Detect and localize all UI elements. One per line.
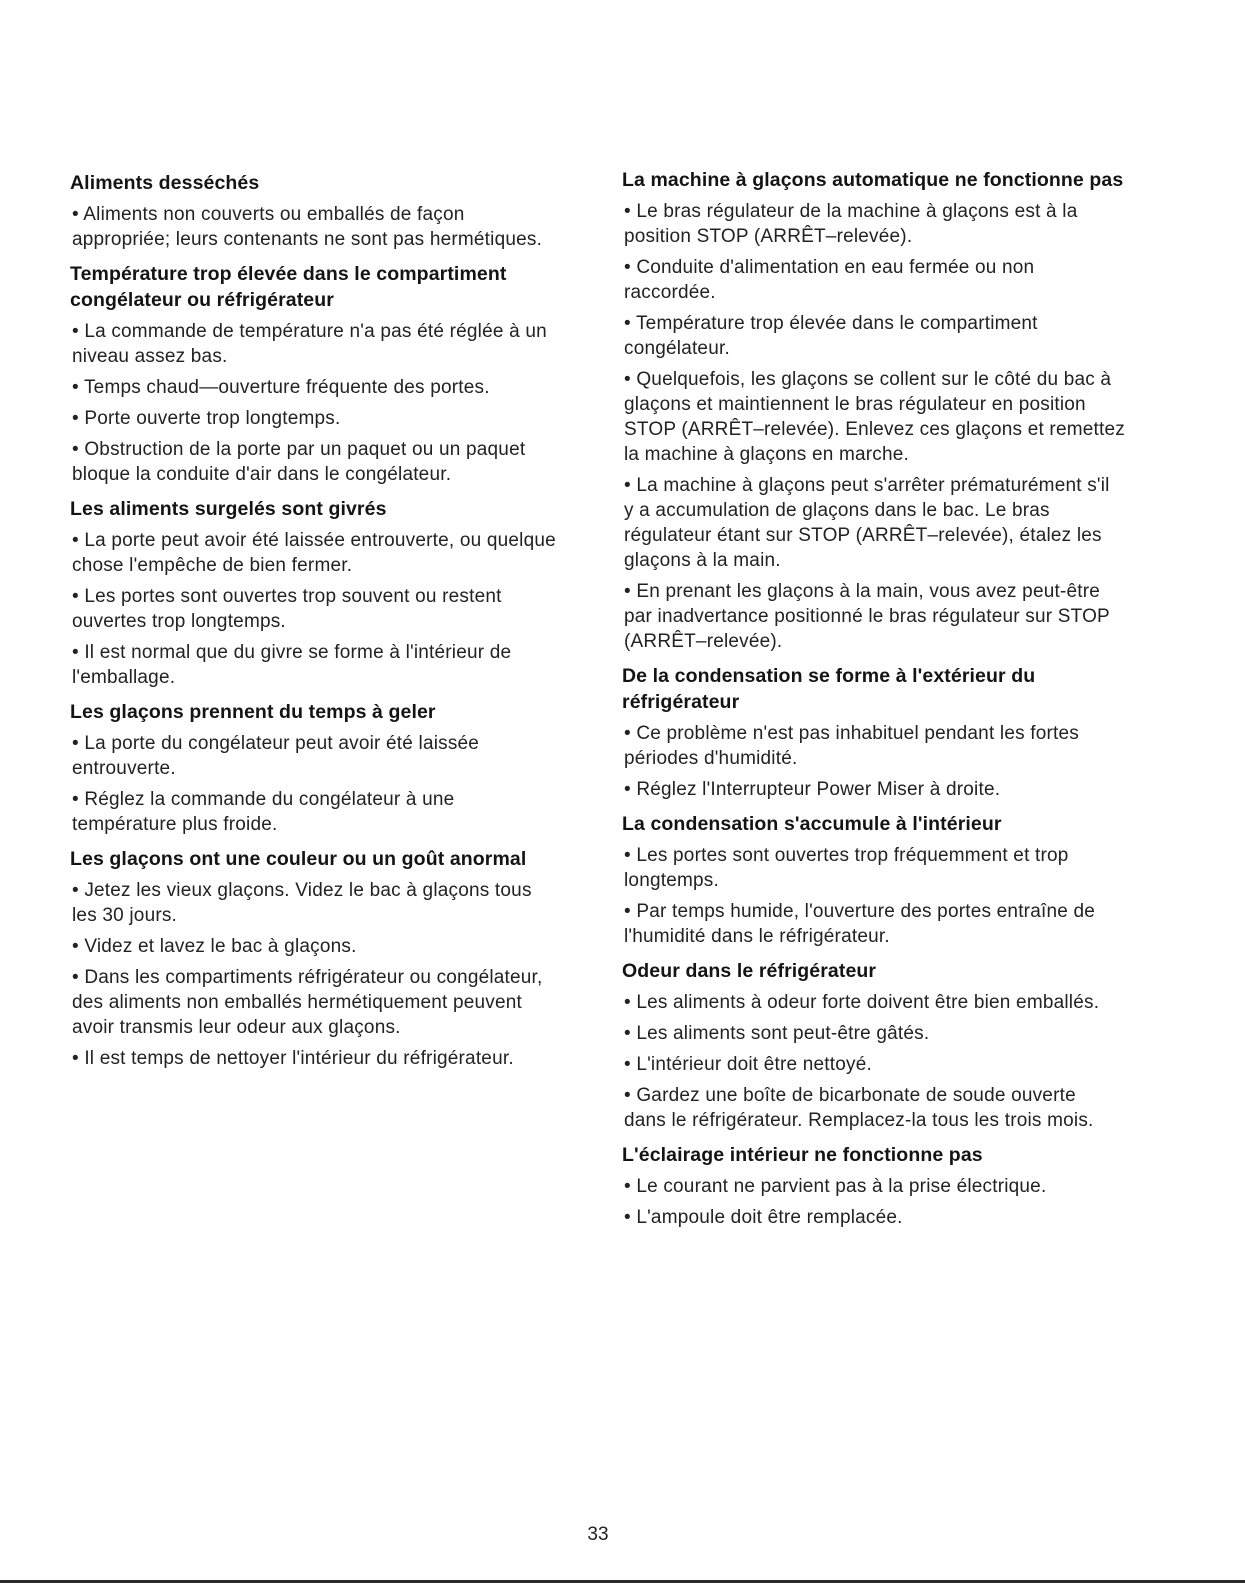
troubleshooting-section bbox=[70, 496, 615, 690]
troubleshooting-item: • Temps chaud—ouverture fréquente des portes. bbox=[72, 377, 490, 398]
troubleshooting-item: • Dans les compartiments réfrigérateur ou congélateur, des aliments non emballés hermétiquement peuvent avoir transmis leur odeur aux glaçons. bbox=[72, 967, 543, 1038]
troubleshooting-item: • Porte ouverte trop longtemps. bbox=[72, 408, 341, 429]
troubleshooting-item: • Température trop élevée dans le compartiment congélateur. bbox=[624, 313, 1038, 359]
troubleshooting-item: • Par temps humide, l'ouverture des portes entraîne de l'humidité dans le réfrigérateur. bbox=[624, 901, 1095, 947]
problem-heading: Les glaçons ont une couleur ou un goût anormal bbox=[70, 848, 527, 870]
troubleshooting-item: • Les portes sont ouvertes trop souvent ou restent ouvertes trop longtemps. bbox=[72, 586, 502, 632]
problem-heading: La condensation s'accumule à l'intérieur bbox=[622, 813, 1002, 835]
troubleshooting-section bbox=[622, 167, 1222, 654]
problem-heading: De la condensation se forme à l'extérieur du réfrigérateur bbox=[622, 665, 1036, 713]
troubleshooting-item: • Gardez une boîte de bicarbonate de soude ouverte dans le réfrigérateur. Remplacez-la tous les trois mois. bbox=[624, 1085, 1094, 1131]
problem-heading: Les glaçons prennent du temps à geler bbox=[70, 701, 436, 723]
troubleshooting-item: • L'intérieur doit être nettoyé. bbox=[624, 1054, 872, 1075]
problem-heading: Aliments desséchés bbox=[70, 172, 260, 194]
troubleshooting-item: • La machine à glaçons peut s'arrêter prématurément s'il y a accumulation de glaçons dans le bac. Le bras régulateur étant sur STOP (ARRÊT–relevée), étalez les glaçons à la main. bbox=[624, 475, 1110, 571]
troubleshooting-item: • Quelquefois, les glaçons se collent sur le côté du bac à glaçons et maintiennent le bras régulateur en position STOP (ARRÊT–relevée). Enlevez ces glaçons et remettez la machine à glaçons en marche. bbox=[624, 369, 1125, 465]
troubleshooting-item: • Aliments non couverts ou emballés de façon appropriée; leurs contenants ne sont pas hermétiques. bbox=[72, 204, 543, 250]
troubleshooting-item: • En prenant les glaçons à la main, vous avez peut-être par inadvertance positionné le bras régulateur sur STOP (ARRÊT–relevée). bbox=[624, 581, 1110, 652]
troubleshooting-section bbox=[622, 958, 1222, 1133]
troubleshooting-item: • Les aliments à odeur forte doivent être bien emballés. bbox=[624, 992, 1100, 1013]
troubleshooting-item: • La porte du congélateur peut avoir été laissée entrouverte. bbox=[72, 733, 480, 779]
troubleshooting-section bbox=[622, 1142, 1222, 1230]
troubleshooting-item: • Il est temps de nettoyer l'intérieur du réfrigérateur. bbox=[72, 1048, 514, 1069]
problem-heading: L'éclairage intérieur ne fonctionne pas bbox=[622, 1144, 983, 1166]
page-number: 33 bbox=[587, 1524, 609, 1545]
troubleshooting-section bbox=[70, 261, 615, 487]
scan-edge-line bbox=[0, 1580, 1245, 1583]
troubleshooting-section bbox=[70, 846, 615, 1071]
problem-heading: Température trop élevée dans le compartiment congélateur ou réfrigérateur bbox=[70, 263, 507, 311]
troubleshooting-item: • Les portes sont ouvertes trop fréquemment et trop longtemps. bbox=[624, 845, 1069, 891]
troubleshooting-item: • Jetez les vieux glaçons. Videz le bac à glaçons tous les 30 jours. bbox=[72, 880, 532, 926]
troubleshooting-item: • La commande de température n'a pas été réglée à un niveau assez bas. bbox=[72, 321, 547, 367]
troubleshooting-item: • Réglez l'Interrupteur Power Miser à droite. bbox=[624, 779, 1001, 800]
troubleshooting-item: • Le courant ne parvient pas à la prise électrique. bbox=[624, 1176, 1047, 1197]
troubleshooting-item: • Ce problème n'est pas inhabituel pendant les fortes périodes d'humidité. bbox=[624, 723, 1079, 769]
troubleshooting-item: • Les aliments sont peut-être gâtés. bbox=[624, 1023, 930, 1044]
troubleshooting-section bbox=[70, 170, 615, 252]
troubleshooting-item: • Videz et lavez le bac à glaçons. bbox=[72, 936, 357, 957]
troubleshooting-section bbox=[622, 663, 1222, 802]
troubleshooting-item: • L'ampoule doit être remplacée. bbox=[624, 1207, 903, 1228]
troubleshooting-item: • Il est normal que du givre se forme à l'intérieur de l'emballage. bbox=[72, 642, 512, 688]
right-column bbox=[622, 167, 1222, 1236]
problem-heading: La machine à glaçons automatique ne fonctionne pas bbox=[622, 169, 1124, 191]
left-column bbox=[70, 170, 615, 1077]
troubleshooting-item: • Conduite d'alimentation en eau fermée ou non raccordée. bbox=[624, 257, 1035, 303]
troubleshooting-item: • Réglez la commande du congélateur à une température plus froide. bbox=[72, 789, 455, 835]
troubleshooting-item: • Obstruction de la porte par un paquet ou un paquet bloque la conduite d'air dans le congélateur. bbox=[72, 439, 526, 485]
problem-heading: Les aliments surgelés sont givrés bbox=[70, 498, 387, 520]
troubleshooting-item: • Le bras régulateur de la machine à glaçons est à la position STOP (ARRÊT–relevée). bbox=[624, 201, 1078, 247]
troubleshooting-section bbox=[70, 699, 615, 837]
problem-heading: Odeur dans le réfrigérateur bbox=[622, 960, 877, 982]
troubleshooting-section bbox=[622, 811, 1222, 949]
troubleshooting-item: • La porte peut avoir été laissée entrouverte, ou quelque chose l'empêche de bien fermer. bbox=[72, 530, 556, 576]
